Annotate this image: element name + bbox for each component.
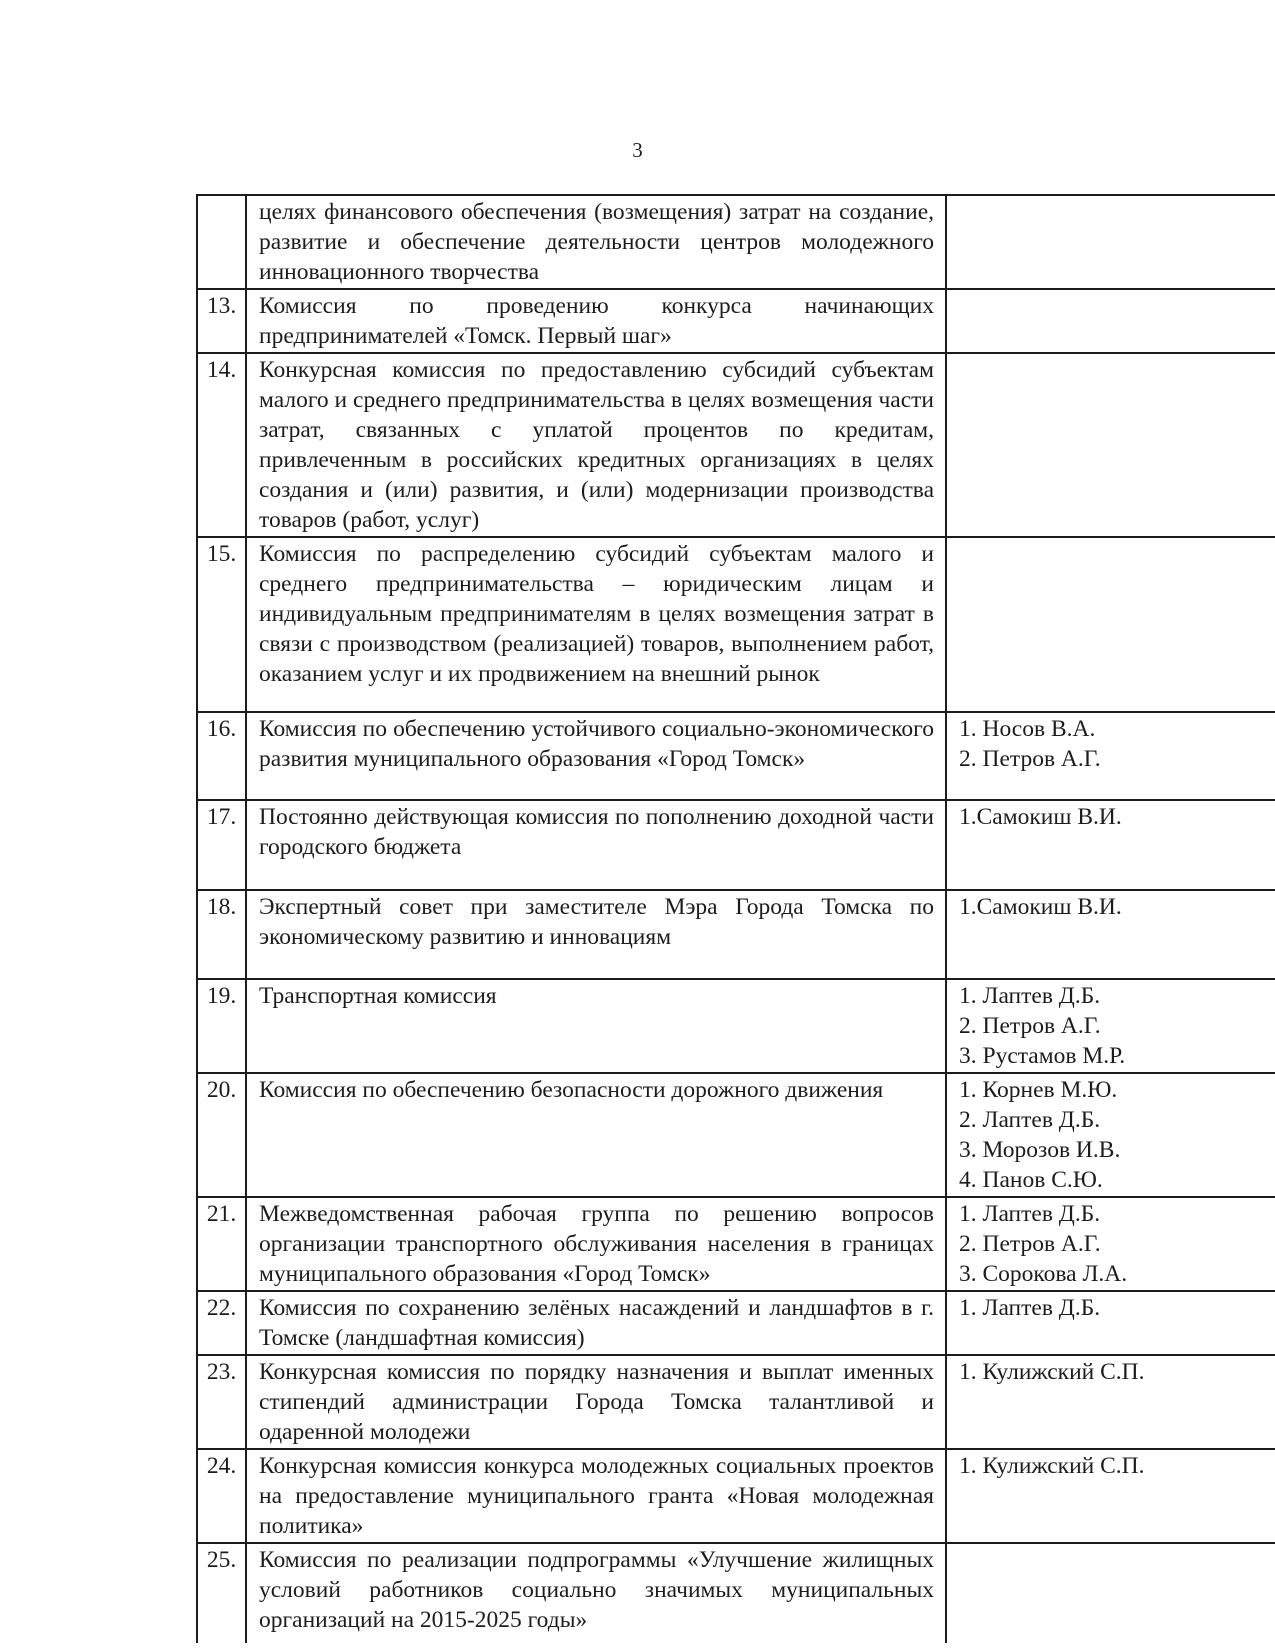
- table-row: [197, 1197, 1275, 1291]
- table-row: [197, 353, 1275, 537]
- row-number: 21.: [197, 1197, 246, 1291]
- members-cell: [946, 979, 1275, 1073]
- row-number: 16.: [197, 712, 246, 800]
- commission-name: Комиссия по реализации подпрограммы «Улучшение жилищных условий работников социально значимых муниципальных организаций на 2015-2025 годы»: [246, 1543, 946, 1643]
- row-number: 20.: [197, 1073, 246, 1197]
- member-name: 1. Лаптев Д.Б.: [959, 1295, 1101, 1321]
- members-cell: [946, 800, 1275, 890]
- table-row: [197, 890, 1275, 979]
- commission-name: Конкурсная комиссия по порядку назначения и выплат именных стипендий администрации Города Томска талантливой и одаренной молодежи: [246, 1355, 946, 1449]
- row-number: 13.: [197, 289, 246, 353]
- table-body: [197, 195, 1275, 1643]
- members-cell: [946, 1355, 1275, 1449]
- members-cell: [946, 353, 1275, 537]
- commission-name: Конкурсная комиссия по предоставлению субсидий субъектам малого и среднего предпринимательства в целях возмещения части затрат, связанных с уплатой процентов по кредитам, привлеченным в российских кредитных организациях в целях создания и (или) развития, и (или) модернизации производства товаров (работ, услуг): [246, 353, 946, 537]
- member-name: 4. Панов С.Ю.: [959, 1167, 1103, 1193]
- member-name: 2. Петров А.Г.: [959, 1231, 1101, 1257]
- row-number: 23.: [197, 1355, 246, 1449]
- table-row: [197, 800, 1275, 890]
- commission-name: Постоянно действующая комиссия по пополнению доходной части городского бюджета: [246, 800, 946, 890]
- commissions-table: [196, 194, 1275, 1643]
- member-name: 1. Корнев М.Ю.: [959, 1077, 1118, 1103]
- commission-name: Комиссия по обеспечению устойчивого социально-экономического развития муниципального образования «Город Томск»: [246, 712, 946, 800]
- members-cell: [946, 195, 1275, 289]
- commission-name: целях финансового обеспечения (возмещения) затрат на создание, развитие и обеспечение деятельности центров молодежного инновационного творчества: [246, 195, 946, 289]
- row-number: 17.: [197, 800, 246, 890]
- member-name: 1. Лаптев Д.Б.: [959, 983, 1101, 1009]
- members-cell: [946, 1449, 1275, 1543]
- commission-name: Экспертный совет при заместителе Мэра Города Томска по экономическому развитию и инновациям: [246, 890, 946, 979]
- table-row: [197, 1291, 1275, 1355]
- row-number: 18.: [197, 890, 246, 979]
- commission-name: Комиссия по сохранению зелёных насаждений и ландшафтов в г. Томске (ландшафтная комиссия): [246, 1291, 946, 1355]
- table-row: [197, 289, 1275, 353]
- commission-name: Комиссия по проведению конкурса начинающих предпринимателей «Томск. Первый шаг»: [246, 289, 946, 353]
- member-name: 1.Самокиш В.И.: [959, 894, 1122, 920]
- member-name: 3. Рустамов М.Р.: [959, 1043, 1126, 1069]
- row-number: 25.: [197, 1543, 246, 1643]
- members-cell: [946, 537, 1275, 712]
- row-number: 19.: [197, 979, 246, 1073]
- member-name: 3. Морозов И.В.: [959, 1137, 1121, 1163]
- commission-name: Комиссия по обеспечению безопасности дорожного движения: [246, 1073, 946, 1197]
- members-cell: [946, 712, 1275, 800]
- member-name: 1. Кулижский С.П.: [959, 1453, 1145, 1479]
- commission-name: Транспортная комиссия: [246, 979, 946, 1073]
- members-cell: [946, 1543, 1275, 1643]
- table-row: [197, 1543, 1275, 1643]
- member-name: 1. Лаптев Д.Б.: [959, 1201, 1101, 1227]
- member-name: 2. Петров А.Г.: [959, 1013, 1101, 1039]
- row-number: [197, 195, 246, 289]
- member-name: 1. Кулижский С.П.: [959, 1359, 1145, 1385]
- members-cell: [946, 1073, 1275, 1197]
- members-cell: [946, 1291, 1275, 1355]
- table-row: [197, 1449, 1275, 1543]
- row-number: 24.: [197, 1449, 246, 1543]
- members-cell: [946, 1197, 1275, 1291]
- row-number: 15.: [197, 537, 246, 712]
- commission-name: Комиссия по распределению субсидий субъектам малого и среднего предпринимательства – юридическим лицам и индивидуальным предпринимателям в целях возмещения затрат в связи с производством (реализацией) товаров, выполнением работ, оказанием услуг и их продвижением на внешний рынок: [246, 537, 946, 712]
- member-name: 2. Лаптев Д.Б.: [959, 1107, 1101, 1133]
- table-row: [197, 537, 1275, 712]
- members-cell: [946, 890, 1275, 979]
- member-name: 1. Носов В.А.: [959, 716, 1096, 742]
- table-row: [197, 979, 1275, 1073]
- member-name: 3. Сорокова Л.А.: [959, 1261, 1128, 1287]
- row-number: 22.: [197, 1291, 246, 1355]
- table-row: [197, 195, 1275, 289]
- member-name: 2. Петров А.Г.: [959, 746, 1101, 772]
- commission-name: Межведомственная рабочая группа по решению вопросов организации транспортного обслуживания населения в границах муниципального образования «Город Томск»: [246, 1197, 946, 1291]
- members-cell: [946, 289, 1275, 353]
- commission-name: Конкурсная комиссия конкурса молодежных социальных проектов на предоставление муниципального гранта «Новая молодежная политика»: [246, 1449, 946, 1543]
- table-row: [197, 1073, 1275, 1197]
- row-number: 14.: [197, 353, 246, 537]
- member-name: 1.Самокиш В.И.: [959, 804, 1122, 830]
- page-number: 3: [632, 138, 643, 162]
- table-row: [197, 712, 1275, 800]
- table-row: [197, 1355, 1275, 1449]
